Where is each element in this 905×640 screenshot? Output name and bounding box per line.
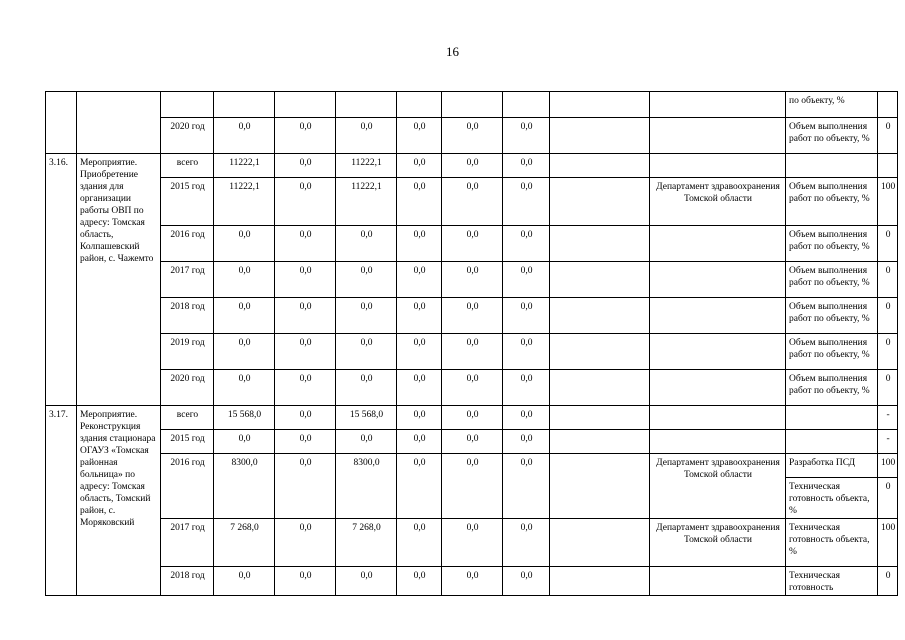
indicator-cell: Объем выполнения работ по объекту, % [786, 370, 878, 406]
value-cell-6: 0,0 [503, 334, 550, 370]
table-row [46, 519, 898, 567]
page-number: 16 [446, 44, 459, 59]
value-cell-2: 0,0 [275, 226, 336, 262]
value-cell-4: 0,0 [397, 154, 442, 178]
value-cell-6: 0,0 [503, 519, 550, 567]
value-cell-1 [214, 92, 275, 118]
value-cell-4: 0,0 [397, 406, 442, 430]
table-row [46, 567, 898, 596]
value-cell-5: 0,0 [442, 118, 503, 154]
target-value-cell: 0 [878, 334, 898, 370]
spacer-cell [550, 519, 650, 567]
target-value-cell: 0 [878, 226, 898, 262]
spacer-cell [550, 334, 650, 370]
value-cell-2: 0,0 [275, 406, 336, 430]
table-row [46, 92, 898, 118]
value-cell-1: 0,0 [214, 430, 275, 454]
value-cell-2: 0,0 [275, 178, 336, 226]
responsible-org-cell [650, 406, 786, 430]
value-cell-6: 0,0 [503, 430, 550, 454]
value-cell-3: 0,0 [336, 298, 397, 334]
indicator-cell: Объем выполнения работ по объекту, % [786, 226, 878, 262]
responsible-org-cell [650, 92, 786, 118]
value-cell-4: 0,0 [397, 370, 442, 406]
target-value-cell: 0 [878, 118, 898, 154]
spacer-cell [550, 567, 650, 596]
value-cell-1: 15 568,0 [214, 406, 275, 430]
year-cell: 2017 год [161, 519, 214, 567]
value-cell-1: 0,0 [214, 567, 275, 596]
year-cell: всего [161, 406, 214, 430]
indicator-cell [786, 154, 878, 178]
year-cell: 2019 год [161, 334, 214, 370]
spacer-cell [550, 298, 650, 334]
value-cell-3: 11222,1 [336, 178, 397, 226]
target-value-cell: 100 [878, 178, 898, 226]
indicator-cell: Объем выполнения работ по объекту, % [786, 334, 878, 370]
value-cell-6: 0,0 [503, 154, 550, 178]
target-value-cell: 0 [878, 567, 898, 596]
value-cell-2: 0,0 [275, 154, 336, 178]
table-row [46, 262, 898, 298]
value-cell-6: 0,0 [503, 406, 550, 430]
indicator-cell: Объем выполнения работ по объекту, % [786, 298, 878, 334]
value-cell-5: 0,0 [442, 454, 503, 519]
value-cell-3: 0,0 [336, 334, 397, 370]
activity-name-cell: Мероприятие. Приобретение здания для организации работы ОВП по адресу: Томская область, Колпашевский район, с. Чажемто [77, 154, 161, 406]
indicator-cell [786, 406, 878, 430]
row-number-cell: 3.16. [46, 154, 77, 406]
value-cell-1: 0,0 [214, 370, 275, 406]
responsible-org-cell [650, 154, 786, 178]
year-cell: 2016 год [161, 454, 214, 519]
target-value-cell: 0 [878, 478, 898, 519]
indicator-cell: Техническая готовность объекта, % [786, 519, 878, 567]
year-cell: 2018 год [161, 298, 214, 334]
target-value-cell: 0 [878, 370, 898, 406]
value-cell-6: 0,0 [503, 298, 550, 334]
value-cell-4 [397, 92, 442, 118]
value-cell-4: 0,0 [397, 454, 442, 519]
value-cell-2: 0,0 [275, 262, 336, 298]
table-row [46, 178, 898, 226]
year-cell: 2018 год [161, 567, 214, 596]
year-cell: 2016 год [161, 226, 214, 262]
value-cell-4: 0,0 [397, 262, 442, 298]
value-cell-6: 0,0 [503, 262, 550, 298]
value-cell-6: 0,0 [503, 226, 550, 262]
value-cell-5 [442, 92, 503, 118]
value-cell-2: 0,0 [275, 454, 336, 519]
value-cell-1: 11222,1 [214, 154, 275, 178]
value-cell-5: 0,0 [442, 178, 503, 226]
value-cell-4: 0,0 [397, 567, 442, 596]
spacer-cell [550, 406, 650, 430]
target-value-cell: 0 [878, 262, 898, 298]
value-cell-5: 0,0 [442, 567, 503, 596]
responsible-org-cell [650, 430, 786, 454]
value-cell-4: 0,0 [397, 178, 442, 226]
responsible-org-cell: Департамент здравоохранения Томской области [650, 519, 786, 567]
spacer-cell [550, 92, 650, 118]
year-cell: 2020 год [161, 370, 214, 406]
value-cell-1: 0,0 [214, 298, 275, 334]
target-value-cell: 100 [878, 519, 898, 567]
value-cell-4: 0,0 [397, 519, 442, 567]
value-cell-6: 0,0 [503, 454, 550, 519]
target-value-cell: - [878, 406, 898, 430]
value-cell-5: 0,0 [442, 262, 503, 298]
indicator-cell: Объем выполнения работ по объекту, % [786, 118, 878, 154]
spacer-cell [550, 430, 650, 454]
value-cell-2: 0,0 [275, 370, 336, 406]
value-cell-4: 0,0 [397, 334, 442, 370]
value-cell-3: 0,0 [336, 567, 397, 596]
table-row [46, 154, 898, 178]
value-cell-1: 0,0 [214, 226, 275, 262]
table-row [46, 118, 898, 154]
responsible-org-cell [650, 226, 786, 262]
table-row [46, 226, 898, 262]
value-cell-3: 0,0 [336, 430, 397, 454]
value-cell-4: 0,0 [397, 430, 442, 454]
value-cell-6: 0,0 [503, 567, 550, 596]
responsible-org-cell: Департамент здравоохранения Томской области [650, 178, 786, 226]
value-cell-6: 0,0 [503, 370, 550, 406]
spacer-cell [550, 118, 650, 154]
year-cell: всего [161, 154, 214, 178]
year-cell: 2020 год [161, 118, 214, 154]
responsible-org-cell [650, 262, 786, 298]
value-cell-3: 8300,0 [336, 454, 397, 519]
value-cell-5: 0,0 [442, 370, 503, 406]
indicator-cell: Техническая готовность объекта, % [786, 478, 878, 519]
row-number-cell: 3.17. [46, 406, 77, 596]
value-cell-6: 0,0 [503, 118, 550, 154]
target-value-cell: - [878, 430, 898, 454]
table-body [46, 92, 898, 596]
table-row [46, 370, 898, 406]
value-cell-6: 0,0 [503, 178, 550, 226]
indicator-cell: Техническая готовность [786, 567, 878, 596]
value-cell-4: 0,0 [397, 226, 442, 262]
year-cell [161, 92, 214, 118]
value-cell-3: 0,0 [336, 262, 397, 298]
year-cell: 2017 год [161, 262, 214, 298]
value-cell-3: 7 268,0 [336, 519, 397, 567]
value-cell-2: 0,0 [275, 334, 336, 370]
indicator-cell: Разработка ПСД [786, 454, 878, 478]
program-table [45, 91, 898, 596]
responsible-org-cell [650, 370, 786, 406]
value-cell-2: 0,0 [275, 567, 336, 596]
value-cell-1: 11222,1 [214, 178, 275, 226]
value-cell-3: 11222,1 [336, 154, 397, 178]
table-row [46, 430, 898, 454]
value-cell-5: 0,0 [442, 430, 503, 454]
value-cell-3: 0,0 [336, 118, 397, 154]
target-value-cell: 0 [878, 298, 898, 334]
responsible-org-cell: Департамент здравоохранения Томской области [650, 454, 786, 519]
value-cell-5: 0,0 [442, 154, 503, 178]
responsible-org-cell [650, 118, 786, 154]
value-cell-2: 0,0 [275, 430, 336, 454]
table-row [46, 406, 898, 430]
value-cell-3: 0,0 [336, 370, 397, 406]
value-cell-6 [503, 92, 550, 118]
value-cell-3: 15 568,0 [336, 406, 397, 430]
value-cell-4: 0,0 [397, 298, 442, 334]
activity-name-cell [77, 92, 161, 154]
responsible-org-cell [650, 298, 786, 334]
value-cell-3: 0,0 [336, 226, 397, 262]
spacer-cell [550, 370, 650, 406]
target-value-cell [878, 154, 898, 178]
value-cell-3 [336, 92, 397, 118]
spacer-cell [550, 454, 650, 519]
value-cell-1: 0,0 [214, 262, 275, 298]
spacer-cell [550, 262, 650, 298]
value-cell-5: 0,0 [442, 519, 503, 567]
value-cell-5: 0,0 [442, 298, 503, 334]
value-cell-4: 0,0 [397, 118, 442, 154]
responsible-org-cell [650, 334, 786, 370]
indicator-cell: по объекту, % [786, 92, 878, 118]
responsible-org-cell [650, 567, 786, 596]
value-cell-1: 8300,0 [214, 454, 275, 519]
value-cell-1: 0,0 [214, 334, 275, 370]
target-value-cell: 100 [878, 454, 898, 478]
spacer-cell [550, 154, 650, 178]
value-cell-1: 7 268,0 [214, 519, 275, 567]
indicator-cell: Объем выполнения работ по объекту, % [786, 262, 878, 298]
year-cell: 2015 год [161, 178, 214, 226]
value-cell-2 [275, 92, 336, 118]
target-value-cell [878, 92, 898, 118]
table-row [46, 334, 898, 370]
value-cell-5: 0,0 [442, 334, 503, 370]
spacer-cell [550, 226, 650, 262]
value-cell-1: 0,0 [214, 118, 275, 154]
value-cell-5: 0,0 [442, 406, 503, 430]
spacer-cell [550, 178, 650, 226]
table-row [46, 298, 898, 334]
table-row [46, 454, 898, 478]
value-cell-2: 0,0 [275, 519, 336, 567]
value-cell-2: 0,0 [275, 118, 336, 154]
indicator-cell: Объем выполнения работ по объекту, % [786, 178, 878, 226]
year-cell: 2015 год [161, 430, 214, 454]
value-cell-5: 0,0 [442, 226, 503, 262]
activity-name-cell: Мероприятие. Реконструкция здания стационара ОГАУЗ «Томская районная больница» по адресу: Томская область, Томский район, с. Моряковский [77, 406, 161, 596]
row-number-cell [46, 92, 77, 154]
value-cell-2: 0,0 [275, 298, 336, 334]
indicator-cell [786, 430, 878, 454]
